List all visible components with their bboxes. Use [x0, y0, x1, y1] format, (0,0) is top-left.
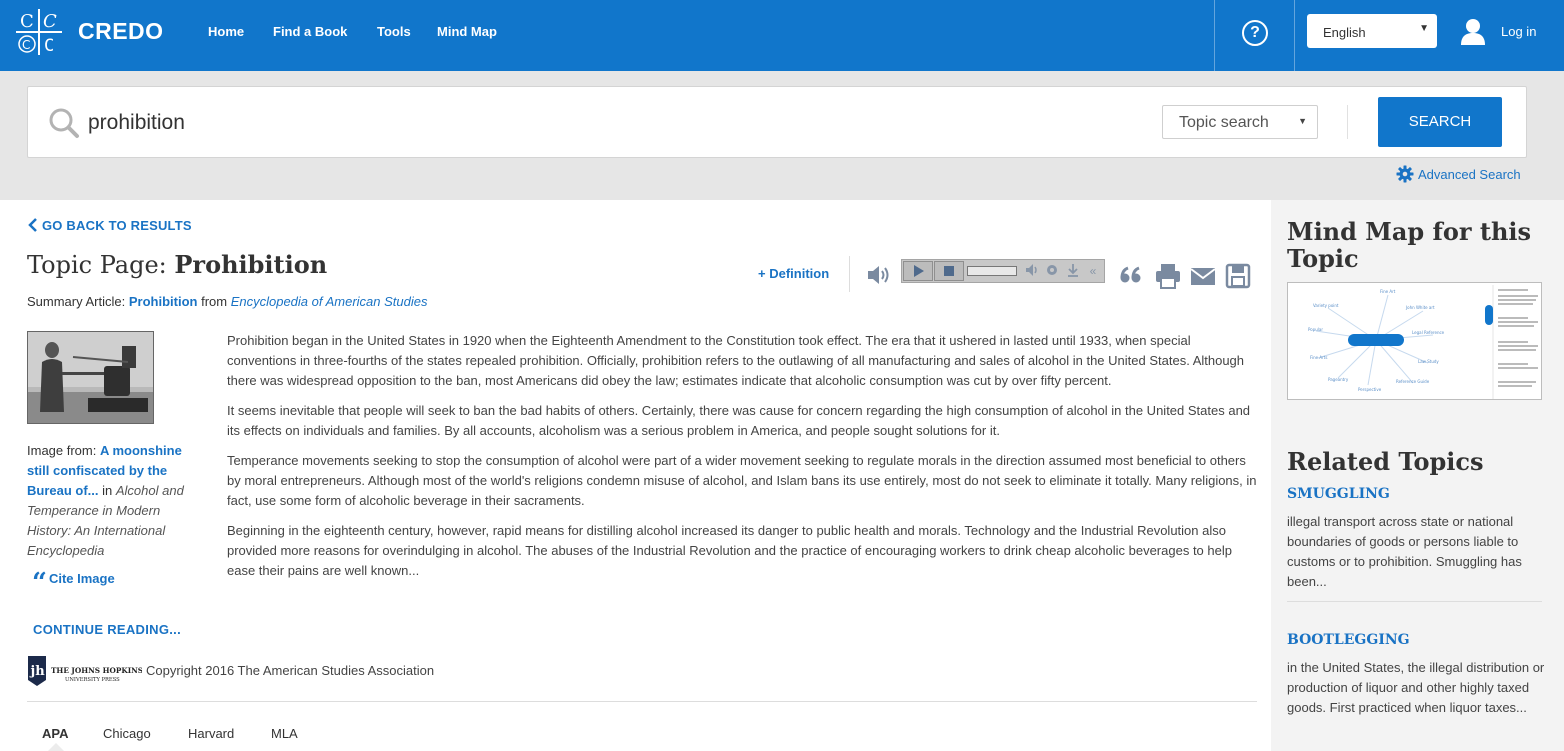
advanced-search-link[interactable] — [1396, 165, 1521, 183]
user-icon[interactable] — [1460, 18, 1486, 46]
summary-source-link[interactable]: Encyclopedia of American Studies — [230, 294, 428, 309]
page-title-topic: Prohibition — [174, 250, 328, 279]
image-title-link[interactable]: A moonshine still confiscated by the Bureau of... — [27, 443, 182, 498]
summary-article-link[interactable]: Prohibition — [128, 294, 198, 309]
svg-text:C: C — [43, 11, 57, 32]
definition-link[interactable]: + Definition — [758, 266, 830, 281]
svg-text:Fine Arts: Fine Arts — [1310, 355, 1328, 360]
summary-article-line — [27, 294, 428, 309]
article-paragraph: Beginning in the eighteenth century, however, rapid means for distilling alcohol increased its danger to public health and morals. Technology and the Industrial Revolution also provided more reasons for overindulging in alcohol. The abuses of the Industrial Revolution and the practice of encouraging workers to drink cheap alcoholic beverages to help ease their pains are well known... — [227, 523, 1232, 578]
language-select[interactable] — [1307, 14, 1437, 48]
related-topics-heading: Related Topics — [1287, 447, 1484, 476]
related-topic-link[interactable]: SMUGGLING — [1287, 486, 1390, 502]
divider — [849, 256, 850, 292]
cite-image-link[interactable] — [32, 568, 115, 598]
print-icon[interactable] — [1154, 262, 1182, 290]
tab-apa[interactable]: APA — [42, 726, 69, 741]
divider — [1347, 105, 1348, 139]
save-icon[interactable] — [1224, 262, 1252, 290]
speaker-icon[interactable] — [866, 264, 892, 286]
help-icon[interactable]: ? — [1242, 20, 1268, 46]
header-divider — [1294, 0, 1295, 71]
tab-harvard[interactable]: Harvard — [188, 726, 235, 741]
article-paragraph: Prohibition began in the United States in 1920 when the Eighteenth Amendment to the Constitution took effect. The era that it ushered in lasted until 1933, when special conventions in three-fourths of the states repealed prohibition. Officially, prohibition refers to the outlawing of all manufacturing and sales of alcohol in the United States. Although there was widespread opposition to the ban, most Americans did obey the law; estimates indicate that alcoholic consumption was cut by over fifty percent. — [227, 333, 1245, 388]
svg-text:THE JOHNS HOPKINS: THE JOHNS HOPKINS — [51, 666, 142, 675]
publisher-logo — [27, 656, 142, 686]
mind-map-preview[interactable] — [1287, 282, 1542, 400]
svg-text:Law Study: Law Study — [1418, 359, 1439, 364]
svg-text:C: C — [44, 36, 55, 56]
back-to-results-link[interactable] — [28, 218, 192, 233]
chevron-left-icon — [28, 218, 38, 232]
related-topic-description: in the United States, the illegal distribution or production of liquor and other highly taxed goods. First practiced when liquor taxes... — [1287, 660, 1545, 715]
nav-home[interactable]: Home — [208, 24, 245, 39]
back-label: GO BACK TO RESULTS — [42, 218, 192, 233]
article-image[interactable] — [27, 331, 154, 424]
article-paragraph: It seems inevitable that people will seek to ban the bad habits of others. Certainly, there was cause for concern regarding the high consumption of alcohol in the United States and its effects on individuals and families. By all accounts, alcoholism was a serious problem in America, and people sought solutions for it. — [227, 403, 1251, 438]
svg-text:C: C — [20, 11, 34, 32]
gear-icon — [1396, 165, 1414, 183]
svg-text:C: C — [22, 38, 31, 52]
image-source: Alcohol and Temperance in Modern History: An International Encyclopedia — [27, 483, 184, 558]
svg-text:Legal Reference: Legal Reference — [1412, 330, 1445, 335]
volume-icon[interactable] — [1025, 263, 1039, 279]
related-topic-link[interactable]: BOOTLEGGING — [1287, 632, 1410, 648]
related-topic-description: illegal transport across state or national boundaries of goods or persons liable to customs or to prohibition. Smuggling has been... — [1287, 514, 1522, 589]
search-type-value: Topic search — [1179, 114, 1269, 131]
svg-text:Reference Guide: Reference Guide — [1396, 379, 1430, 384]
stop-icon[interactable] — [934, 261, 964, 281]
search-area — [0, 71, 1564, 200]
play-icon[interactable] — [903, 261, 933, 281]
page-title-prefix: Topic Page: — [27, 251, 175, 279]
audio-player — [901, 259, 1105, 283]
header-divider — [1214, 0, 1215, 71]
cite-image-label: Cite Image — [48, 571, 115, 586]
svg-text:Variety point: Variety point — [1313, 303, 1339, 308]
brand-name[interactable]: CREDO — [78, 18, 164, 44]
article-body — [227, 331, 1257, 591]
divider — [27, 701, 1257, 702]
tab-mla[interactable]: MLA — [271, 726, 298, 741]
quote-icon: “ — [32, 568, 47, 598]
audio-progress-track[interactable] — [967, 266, 1017, 276]
svg-text:jh: jh — [30, 664, 45, 679]
chevron-down-icon: ▼ — [1419, 23, 1429, 34]
download-icon[interactable] — [1066, 263, 1080, 279]
image-caption-prefix: Image from: — [27, 443, 100, 458]
login-link[interactable]: Log in — [1501, 24, 1537, 39]
active-tab-indicator — [48, 743, 64, 751]
divider — [1287, 601, 1542, 602]
credo-logo[interactable] — [14, 7, 64, 57]
search-icon — [48, 107, 80, 139]
article-paragraph: Temperance movements seeking to stop the consumption of alcohol were part of a wider movement seeking to regulate morals in the direction assumed most beneficial to others by moral entrepreneurs. Although most of the world's religions condemn misuse of alcohol, and Islam bans its use entirely, most do not seek to eliminate it totally. Many religions, in fact, use some form of alcoholic beverage in their sacraments. — [227, 453, 1257, 508]
search-button[interactable]: SEARCH — [1378, 97, 1502, 147]
search-input[interactable] — [88, 109, 1088, 137]
svg-text:Pageantry: Pageantry — [1328, 377, 1349, 382]
nav-tools[interactable]: Tools — [377, 24, 411, 39]
nav-find-a-book[interactable]: Find a Book — [273, 24, 348, 39]
svg-text:Fine Art: Fine Art — [1380, 289, 1396, 294]
tab-chicago[interactable]: Chicago — [103, 726, 151, 741]
summary-from: from — [197, 294, 231, 309]
image-caption-in: in — [98, 483, 116, 498]
nav-mind-map[interactable]: Mind Map — [437, 24, 497, 39]
email-icon[interactable] — [1189, 262, 1217, 290]
language-value: English — [1323, 25, 1366, 40]
quote-icon[interactable] — [1117, 262, 1145, 290]
svg-text:Popular: Popular — [1308, 327, 1323, 332]
sidebar — [1271, 200, 1564, 751]
search-type-select[interactable] — [1162, 105, 1318, 139]
copyright-text: Copyright 2016 The American Studies Association — [146, 663, 435, 678]
settings-icon[interactable] — [1045, 263, 1059, 279]
summary-prefix: Summary Article: — [27, 294, 129, 309]
image-caption — [27, 441, 202, 561]
svg-text:Perspective: Perspective — [1358, 387, 1382, 392]
page-title — [27, 250, 327, 279]
svg-text:John White art: John White art — [1406, 305, 1435, 310]
continue-reading-link[interactable]: CONTINUE READING... — [33, 622, 181, 637]
mind-map-heading: Mind Map for this Topic — [1287, 217, 1532, 273]
svg-text:UNIVERSITY PRESS: UNIVERSITY PRESS — [65, 677, 120, 683]
collapse-icon[interactable]: « — [1089, 264, 1097, 278]
top-navigation-bar — [0, 0, 1564, 71]
search-box — [27, 86, 1527, 158]
advanced-search-label: Advanced Search — [1418, 167, 1521, 182]
chevron-down-icon: ▼ — [1298, 116, 1307, 126]
